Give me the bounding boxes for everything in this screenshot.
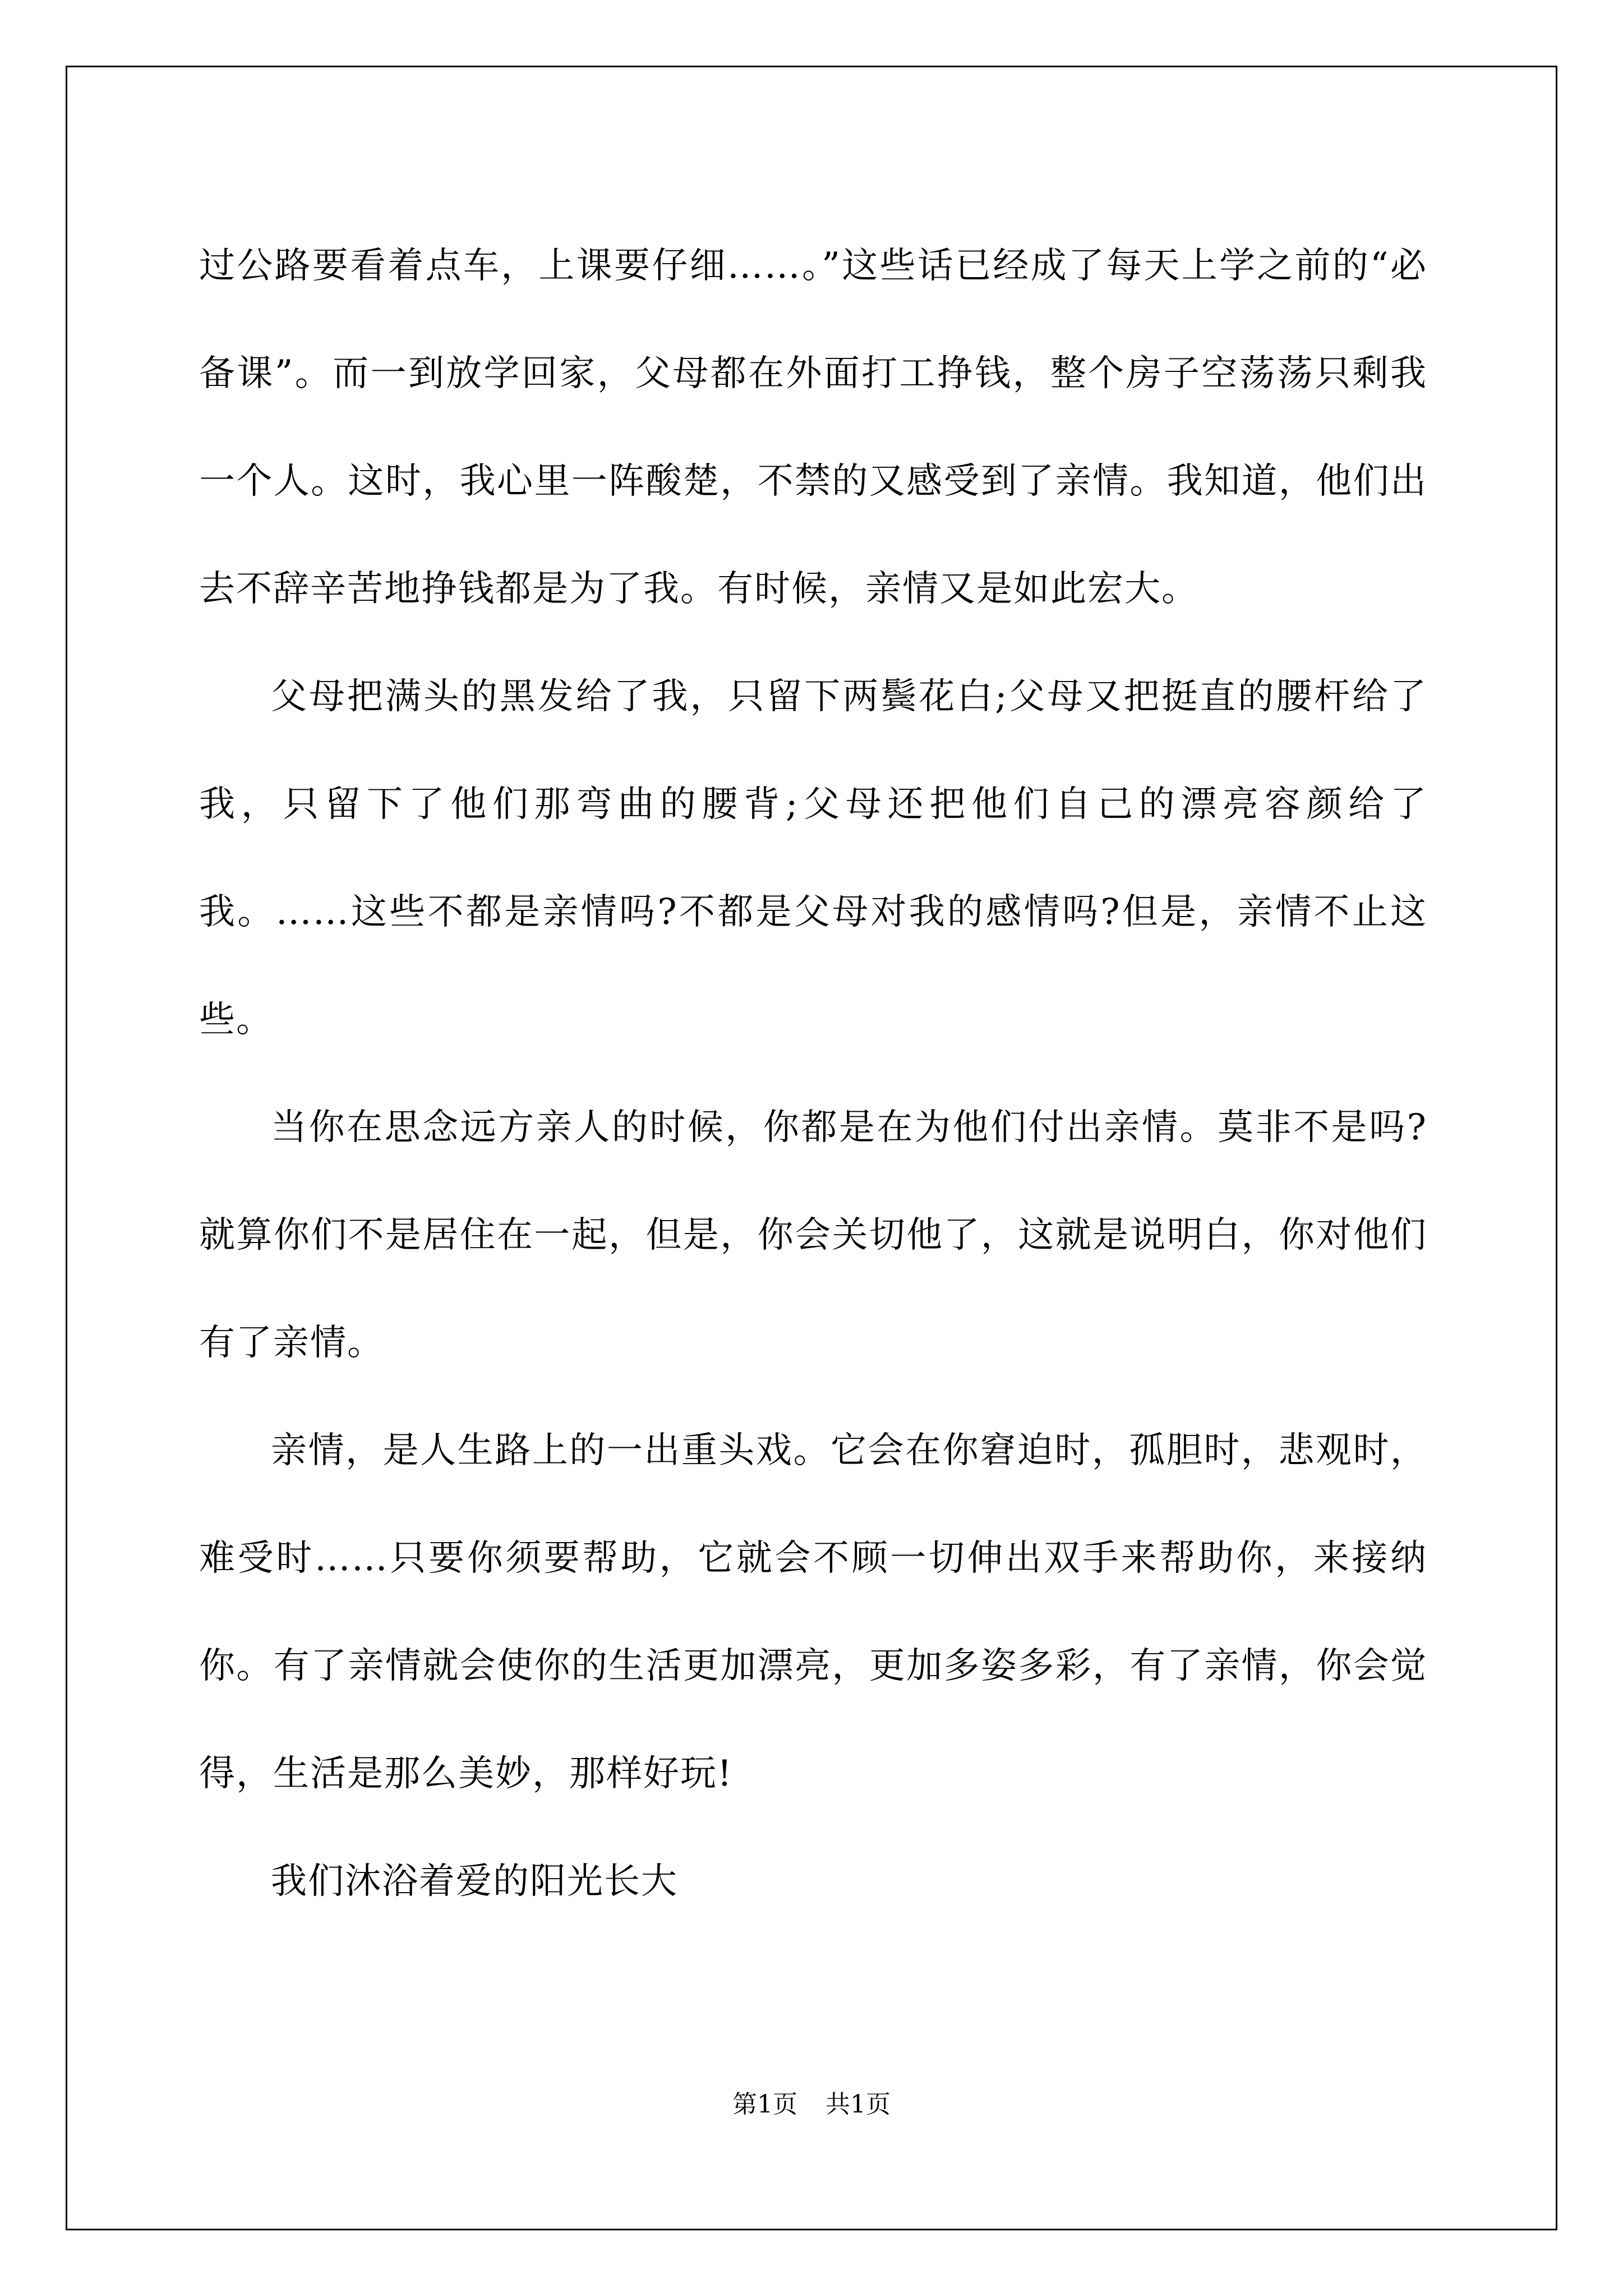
section-heading: 我们沐浴着爱的阳光长大 xyxy=(271,1861,678,1902)
paragraph-2: 父母把满头的黑发给了我，只留下两鬓花白;父母又把挺直的腰杆给了我，只留下了他们那弯曲的腰背;父母还把他们自己的漂亮容颜给了我。……这些不都是亲情吗?不都是父母对我的感情吗?但是，亲情不止这些。 xyxy=(199,676,1427,1041)
paragraph-3: 当你在思念远方亲人的时候，你都是在为他们付出亲情。莫非不是吗?就算你们不是居住在一起，但是，你会关切他了，这就是说明白，你对他们有了亲情。 xyxy=(199,1107,1427,1364)
page-footer xyxy=(0,2088,1623,2122)
document-body xyxy=(199,212,1427,1935)
paragraph-1: 过公路要看着点车，上课要仔细……。”这些话已经成了每天上学之前的“必备课”。而一到放学回家，父母都在外面打工挣钱，整个房子空荡荡只剩我一个人。这时，我心里一阵酸楚，不禁的又感受到了亲情。我知道，他们出去不辞辛苦地挣钱都是为了我。有时候，亲情又是如此宏大。 xyxy=(199,245,1427,610)
page-number-current: 第1页 xyxy=(732,2090,797,2119)
paragraph-4: 亲情，是人生路上的一出重头戏。它会在你窘迫时，孤胆时，悲观时，难受时……只要你须要帮助，它就会不顾一切伸出双手来帮助你，来接纳你。有了亲情就会使你的生活更加漂亮，更加多姿多彩，有了亲情，你会觉得，生活是那么美妙，那样好玩! xyxy=(199,1430,1427,1795)
page-number-total: 共1页 xyxy=(826,2090,891,2119)
